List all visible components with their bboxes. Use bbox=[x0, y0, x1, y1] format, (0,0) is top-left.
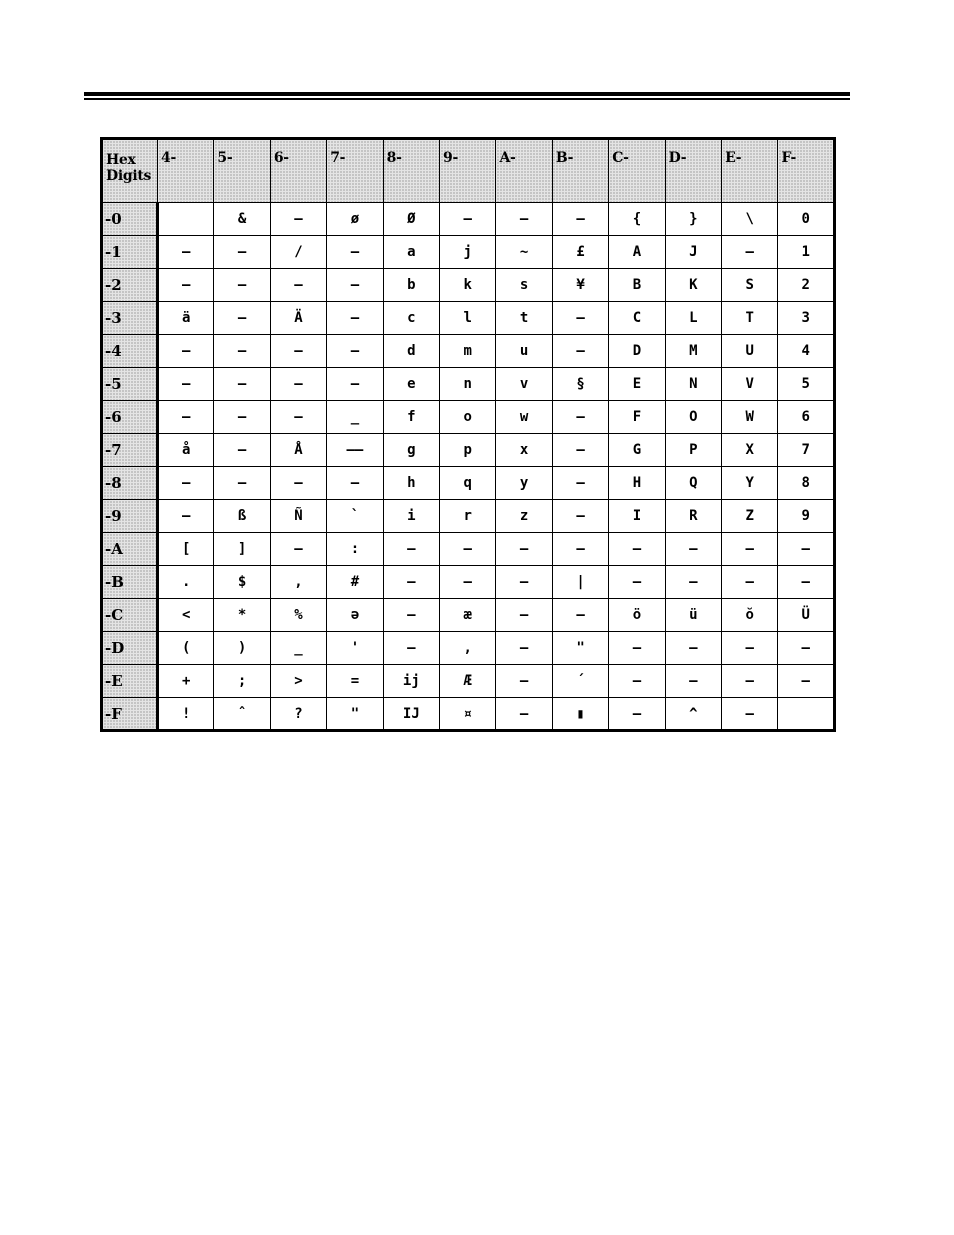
table-cell: – bbox=[609, 533, 665, 566]
table-cell: ) bbox=[214, 632, 270, 665]
hex-character-table bbox=[100, 137, 836, 732]
table-cell: – bbox=[496, 632, 552, 665]
table-cell: | bbox=[552, 566, 608, 599]
table-cell: ^ bbox=[665, 698, 721, 731]
table-cell: T bbox=[722, 302, 778, 335]
table-cell: – bbox=[496, 533, 552, 566]
row-header: -C bbox=[102, 599, 158, 632]
table-cell: – bbox=[214, 401, 270, 434]
table-cell: 1 bbox=[778, 236, 835, 269]
table-cell: – bbox=[214, 368, 270, 401]
row-header: -4 bbox=[102, 335, 158, 368]
table-cell: – bbox=[158, 368, 214, 401]
table-cell: – bbox=[552, 203, 608, 236]
table-cell: – bbox=[214, 335, 270, 368]
table-cell: A bbox=[609, 236, 665, 269]
table-cell: – bbox=[270, 269, 326, 302]
table-cell: – bbox=[552, 302, 608, 335]
row-header: -8 bbox=[102, 467, 158, 500]
table-cell: § bbox=[552, 368, 608, 401]
table-cell: – bbox=[722, 665, 778, 698]
table-cell: H bbox=[609, 467, 665, 500]
table-cell: [ bbox=[158, 533, 214, 566]
table-cell: J bbox=[665, 236, 721, 269]
table-cell: ? bbox=[270, 698, 326, 731]
table-cell: – bbox=[270, 335, 326, 368]
table-cell: – bbox=[496, 203, 552, 236]
table-cell: – bbox=[778, 632, 835, 665]
table-cell: Ä bbox=[270, 302, 326, 335]
table-cell: a bbox=[383, 236, 439, 269]
table-cell: ŏ bbox=[722, 599, 778, 632]
table-row bbox=[102, 368, 835, 401]
table-row bbox=[102, 302, 835, 335]
table-cell: P bbox=[665, 434, 721, 467]
table-cell: – bbox=[496, 599, 552, 632]
table-cell: – bbox=[722, 566, 778, 599]
table-cell: _ bbox=[270, 632, 326, 665]
table-cell: ; bbox=[214, 665, 270, 698]
table-cell: – bbox=[665, 665, 721, 698]
table-cell: W bbox=[722, 401, 778, 434]
corner-header bbox=[102, 139, 158, 203]
table-cell: ˆ bbox=[214, 698, 270, 731]
table-cell: ü bbox=[665, 599, 721, 632]
column-header: A- bbox=[496, 139, 552, 203]
row-header: -3 bbox=[102, 302, 158, 335]
corner-label-hex: Hex bbox=[106, 152, 136, 168]
table-cell: – bbox=[552, 401, 608, 434]
table-cell: c bbox=[383, 302, 439, 335]
column-header: 5- bbox=[214, 139, 270, 203]
table-cell: – bbox=[440, 566, 496, 599]
table-cell: E bbox=[609, 368, 665, 401]
table-row bbox=[102, 599, 835, 632]
table-cell: 6 bbox=[778, 401, 835, 434]
table-cell: – bbox=[722, 236, 778, 269]
table-cell: z bbox=[496, 500, 552, 533]
table-row bbox=[102, 698, 835, 731]
table-cell: – bbox=[214, 434, 270, 467]
table-cell: – bbox=[383, 632, 439, 665]
table-cell: IJ bbox=[383, 698, 439, 731]
table-cell: Q bbox=[665, 467, 721, 500]
table-cell: ~ bbox=[496, 236, 552, 269]
table-row bbox=[102, 632, 835, 665]
column-header: 4- bbox=[158, 139, 214, 203]
table-cell: 4 bbox=[778, 335, 835, 368]
table-cell: – bbox=[158, 335, 214, 368]
table-cell: l bbox=[440, 302, 496, 335]
table-cell: Ü bbox=[778, 599, 835, 632]
table-cell: ´ bbox=[552, 665, 608, 698]
table-cell: y bbox=[496, 467, 552, 500]
table-cell: ! bbox=[158, 698, 214, 731]
table-cell: 9 bbox=[778, 500, 835, 533]
table-row bbox=[102, 269, 835, 302]
table-row bbox=[102, 500, 835, 533]
table-cell: w bbox=[496, 401, 552, 434]
table-cell: – bbox=[722, 698, 778, 731]
table-cell: – bbox=[383, 533, 439, 566]
table-cell: ( bbox=[158, 632, 214, 665]
table-cell: – bbox=[665, 566, 721, 599]
table-cell: { bbox=[609, 203, 665, 236]
table-cell: å bbox=[158, 434, 214, 467]
table-cell: Y bbox=[722, 467, 778, 500]
table-cell: S bbox=[722, 269, 778, 302]
table-cell: – bbox=[270, 203, 326, 236]
column-header-row bbox=[102, 139, 835, 203]
table-cell: – bbox=[270, 533, 326, 566]
table-cell: t bbox=[496, 302, 552, 335]
table-row bbox=[102, 434, 835, 467]
table-cell: B bbox=[609, 269, 665, 302]
table-cell: % bbox=[270, 599, 326, 632]
table-cell: , bbox=[440, 632, 496, 665]
table-row bbox=[102, 401, 835, 434]
table-cell: q bbox=[440, 467, 496, 500]
table-cell: s bbox=[496, 269, 552, 302]
table-cell: – bbox=[327, 368, 383, 401]
table-cell: ¥ bbox=[552, 269, 608, 302]
table-cell: – bbox=[214, 269, 270, 302]
table-cell: > bbox=[270, 665, 326, 698]
row-header: -5 bbox=[102, 368, 158, 401]
column-header: D- bbox=[665, 139, 721, 203]
table-cell: k bbox=[440, 269, 496, 302]
table-cell: – bbox=[609, 665, 665, 698]
table-cell: \ bbox=[722, 203, 778, 236]
table-cell: – bbox=[778, 533, 835, 566]
table-cell: Ø bbox=[383, 203, 439, 236]
table-cell: " bbox=[327, 698, 383, 731]
table-cell: V bbox=[722, 368, 778, 401]
table-cell: n bbox=[440, 368, 496, 401]
table-cell: ▮ bbox=[552, 698, 608, 731]
table-cell: : bbox=[327, 533, 383, 566]
table-cell: ¤ bbox=[440, 698, 496, 731]
table-cell: , bbox=[270, 566, 326, 599]
row-header: -E bbox=[102, 665, 158, 698]
table-cell: ' bbox=[327, 632, 383, 665]
table-cell: – bbox=[665, 632, 721, 665]
row-header: -7 bbox=[102, 434, 158, 467]
table-cell: – bbox=[440, 533, 496, 566]
table-cell: – bbox=[496, 566, 552, 599]
table-cell: – bbox=[270, 467, 326, 500]
table-cell: C bbox=[609, 302, 665, 335]
table-cell: – bbox=[552, 533, 608, 566]
table-cell: K bbox=[665, 269, 721, 302]
table-cell: . bbox=[158, 566, 214, 599]
table-cell: Ñ bbox=[270, 500, 326, 533]
table-cell: ə bbox=[327, 599, 383, 632]
table-cell bbox=[778, 698, 835, 731]
column-header: 7- bbox=[327, 139, 383, 203]
table-cell: X bbox=[722, 434, 778, 467]
table-cell: F bbox=[609, 401, 665, 434]
table-cell: " bbox=[552, 632, 608, 665]
row-header: -A bbox=[102, 533, 158, 566]
table-cell: h bbox=[383, 467, 439, 500]
table-cell: – bbox=[214, 236, 270, 269]
table-cell: £ bbox=[552, 236, 608, 269]
table-cell: M bbox=[665, 335, 721, 368]
table-cell: – bbox=[552, 467, 608, 500]
table-cell: – bbox=[552, 434, 608, 467]
table-cell: – bbox=[665, 533, 721, 566]
table-cell: ö bbox=[609, 599, 665, 632]
table-cell: – bbox=[214, 467, 270, 500]
column-header: E- bbox=[722, 139, 778, 203]
row-header: -2 bbox=[102, 269, 158, 302]
table-cell: Æ bbox=[440, 665, 496, 698]
table-cell: —— bbox=[327, 434, 383, 467]
table-cell: – bbox=[609, 566, 665, 599]
table-cell: j bbox=[440, 236, 496, 269]
table-cell: I bbox=[609, 500, 665, 533]
table-cell: – bbox=[778, 665, 835, 698]
table-cell: – bbox=[327, 467, 383, 500]
row-header: -F bbox=[102, 698, 158, 731]
table-cell: – bbox=[778, 566, 835, 599]
table-cell: R bbox=[665, 500, 721, 533]
table-cell: U bbox=[722, 335, 778, 368]
table-row bbox=[102, 566, 835, 599]
table-cell: 8 bbox=[778, 467, 835, 500]
table-cell: _ bbox=[327, 401, 383, 434]
table-cell: – bbox=[496, 698, 552, 731]
table-cell: * bbox=[214, 599, 270, 632]
table-cell: – bbox=[722, 533, 778, 566]
row-header: -0 bbox=[102, 203, 158, 236]
table-cell: – bbox=[327, 335, 383, 368]
table-cell: r bbox=[440, 500, 496, 533]
table-cell: u bbox=[496, 335, 552, 368]
column-header: C- bbox=[609, 139, 665, 203]
table-cell: – bbox=[158, 401, 214, 434]
table-cell: # bbox=[327, 566, 383, 599]
table-cell: Å bbox=[270, 434, 326, 467]
row-header: -6 bbox=[102, 401, 158, 434]
table-cell: } bbox=[665, 203, 721, 236]
table-cell: – bbox=[158, 467, 214, 500]
table-cell: – bbox=[722, 632, 778, 665]
table-cell: O bbox=[665, 401, 721, 434]
table-cell: = bbox=[327, 665, 383, 698]
table-cell: ` bbox=[327, 500, 383, 533]
table-cell: L bbox=[665, 302, 721, 335]
table-cell: b bbox=[383, 269, 439, 302]
column-header: 8- bbox=[383, 139, 439, 203]
table-cell: d bbox=[383, 335, 439, 368]
table-cell: e bbox=[383, 368, 439, 401]
table-cell: 0 bbox=[778, 203, 835, 236]
row-header: -B bbox=[102, 566, 158, 599]
table-cell: ä bbox=[158, 302, 214, 335]
top-rule-thick bbox=[84, 92, 850, 96]
table-cell: – bbox=[158, 269, 214, 302]
table-cell: m bbox=[440, 335, 496, 368]
table-cell: – bbox=[270, 368, 326, 401]
table-row bbox=[102, 533, 835, 566]
table-cell: – bbox=[327, 236, 383, 269]
table-row bbox=[102, 236, 835, 269]
table-cell: g bbox=[383, 434, 439, 467]
table-cell: – bbox=[327, 302, 383, 335]
table-cell: N bbox=[665, 368, 721, 401]
column-header: 6- bbox=[270, 139, 326, 203]
row-header: -1 bbox=[102, 236, 158, 269]
table-cell: – bbox=[214, 302, 270, 335]
table-cell: – bbox=[609, 632, 665, 665]
table-cell: – bbox=[383, 566, 439, 599]
table-cell: – bbox=[158, 500, 214, 533]
row-header: -9 bbox=[102, 500, 158, 533]
table-cell: D bbox=[609, 335, 665, 368]
table-cell: – bbox=[383, 599, 439, 632]
table-cell: o bbox=[440, 401, 496, 434]
table-cell: f bbox=[383, 401, 439, 434]
table-cell: p bbox=[440, 434, 496, 467]
table-cell: – bbox=[552, 335, 608, 368]
table-row bbox=[102, 665, 835, 698]
table-cell: x bbox=[496, 434, 552, 467]
row-header: -D bbox=[102, 632, 158, 665]
table-cell: – bbox=[327, 269, 383, 302]
table-row bbox=[102, 203, 835, 236]
table-cell: + bbox=[158, 665, 214, 698]
table-cell: ] bbox=[214, 533, 270, 566]
column-header: F- bbox=[778, 139, 835, 203]
table-cell: – bbox=[552, 500, 608, 533]
table-cell: v bbox=[496, 368, 552, 401]
column-header: 9- bbox=[440, 139, 496, 203]
table-cell bbox=[158, 203, 214, 236]
table-cell: 7 bbox=[778, 434, 835, 467]
table-cell: / bbox=[270, 236, 326, 269]
table-cell: – bbox=[440, 203, 496, 236]
corner-label-digits: Digits bbox=[106, 168, 152, 184]
table-cell: G bbox=[609, 434, 665, 467]
table-cell: $ bbox=[214, 566, 270, 599]
table-cell: – bbox=[552, 599, 608, 632]
table-cell: æ bbox=[440, 599, 496, 632]
table-cell: < bbox=[158, 599, 214, 632]
table-cell: 5 bbox=[778, 368, 835, 401]
table-cell: – bbox=[609, 698, 665, 731]
table-cell: 3 bbox=[778, 302, 835, 335]
table-row bbox=[102, 335, 835, 368]
table-row bbox=[102, 467, 835, 500]
table-cell: ø bbox=[327, 203, 383, 236]
table-cell: & bbox=[214, 203, 270, 236]
table-cell: – bbox=[158, 236, 214, 269]
table-cell: ij bbox=[383, 665, 439, 698]
table-cell: 2 bbox=[778, 269, 835, 302]
top-rule-thin bbox=[84, 98, 850, 100]
table-cell: ß bbox=[214, 500, 270, 533]
table-cell: Z bbox=[722, 500, 778, 533]
table-cell: i bbox=[383, 500, 439, 533]
table-cell: – bbox=[496, 665, 552, 698]
table-cell: – bbox=[270, 401, 326, 434]
column-header: B- bbox=[552, 139, 608, 203]
